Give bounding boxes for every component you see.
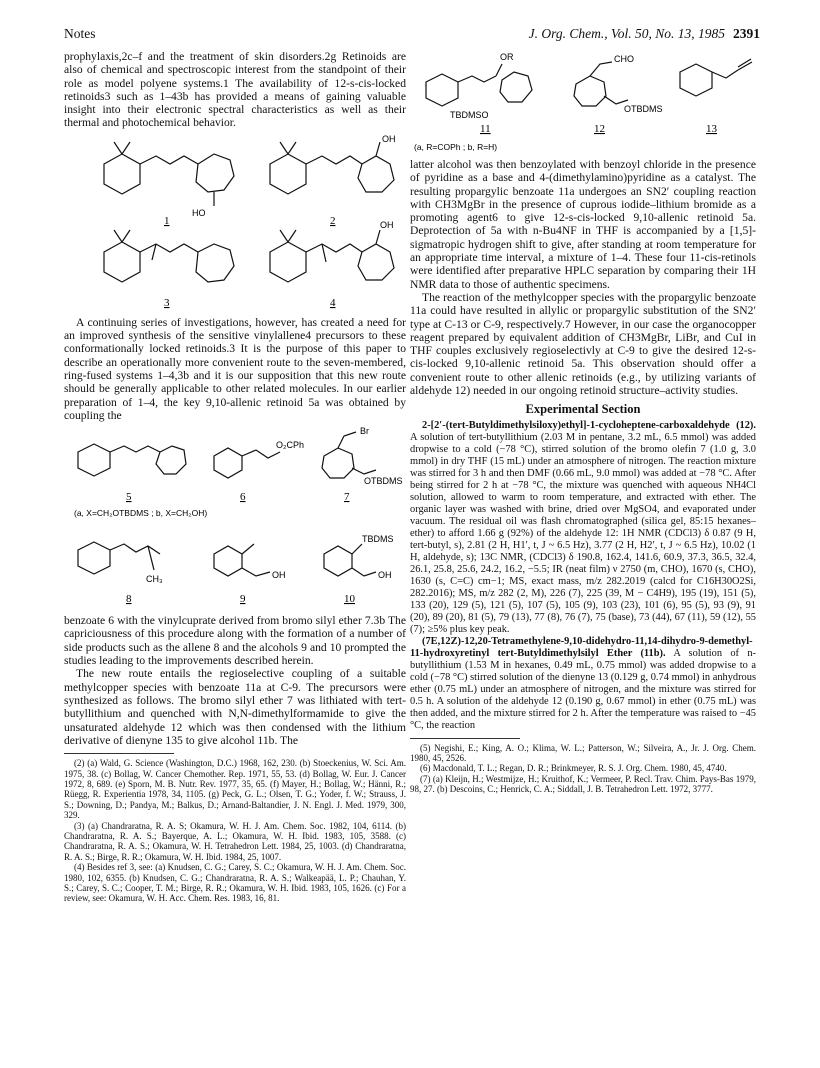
right-column [410, 50, 756, 795]
compound-number: 10 [344, 593, 355, 606]
compound-number: 9 [240, 593, 246, 606]
procedure-paragraph [410, 636, 756, 732]
paragraph: benzoate 6 with the vinylcuprate derived from bromo silyl ether 7.3b The capriciousness of this procedure along with the formation of a number of side products such as the allene 8 and the alcohols 9 and 10 prompted the studies leading to the improvements described herein. [64, 614, 406, 668]
footnotes [410, 743, 756, 795]
atom-label-oh: OH [378, 570, 392, 581]
footnote: (5) Negishi, E.; King, A. O.; Klima, W. L.; Patterson, W.; Silveira, A., Jr. J. Org. Chem. 1980, 45, 2526. [410, 742, 756, 764]
running-header-left: Notes [64, 26, 96, 41]
structure-figure-1-4 [64, 134, 406, 312]
group-label-ch3: CH₃ [146, 574, 163, 585]
journal-citation: J. Org. Chem., Vol. 50, No. 13, 1985 [528, 26, 725, 41]
footnote: (6) Macdonald, T. L.; Regan, D. R.; Brinkmeyer, R. S. J. Org. Chem. 1980, 45, 4740. [420, 763, 727, 774]
group-label-tbdmso: TBDMSO [450, 110, 489, 120]
compound-number: 5 [126, 491, 132, 504]
group-label-cho: CHO [614, 54, 634, 64]
procedure-paragraph [410, 420, 756, 636]
group-label-tbdms: TBDMS [362, 534, 394, 545]
procedure-body: A solution of n-butyllithium (1.53 M in hexanes, 0.49 mL, 0.75 mmol) was added dropwise to a cold (−78 °C) stirred solution of the dienyne 13 (0.129 g, 0.74 mmol) in anhydrous ether (0.75 mL) under an atmosphere of nitrogen, and the mixture was stirred for 0.5 h. A solution of the aldehyde 12 (0.190 g, 0.67 mmol) in ether (0.75 mL) was then added, and the mixture stirred for 2 h. After the temperature was raised to −45 °C, the reaction [410, 647, 756, 731]
procedure-body: A solution of tert-butyllithium (2.03 M in pentane, 3.2 mL, 6.5 mmol) was added dropwise to a cold (−78 °C), stirred solution of the bromo olefin 7 (1.0 g, 3.0 mmol) in dry THF (15 mL) under an atmosphere of nitrogen. The reaction mixture was stirred for 3 h and then DMF (0.66 mL, 9.0 mmol) was added at −78 °C. After being stirred for 2 h at −78 °C, the mixture was quenched with aqueous NH4Cl solution, allowed to warm to room temperature, and extracted with ether. The organic layer was washed with brine, dried over MgSO4, and evaporated under vacuum. The residual oil was flash chromatographed (silica gel, 85:15 hexanes–ether) to afford 1.66 g (92%) of the aldehyde 12: 1H NMR (CDCl3) δ 0.87 (9 H, tert-butyl, s), 2.81 (2 H, H1′, t, J ~ 6.5 Hz), 3.77 (2 H, H2′, t, J ~ 6.5 Hz), 10.02 (1 H, aldehyde, s); 13C NMR, (CDCl3) δ 190.8, 162.4, 141.6, 60.9, 37.3, 36.5, 32.4, 26.1, 25.8, 25.6, 24.2, 16.2, −5.5; IR (neat film) ν 2750 (m, CHO), 1670 (s, CHO), 1630 (s, C=C) cm−1; MS, exact mass, m/z 282.2019 (calcd for C16H30O2Si, 282.2016); MS, m/z 282 (2, M), 226 (7), 225 (39, M − C4H9), 195 (19), 151 (5), 133 (20), 129 (5), 121 (5), 107 (5), 105 (9), 103 (23), 101 (6), 95 (5), 93 (9), 91 (20), 89 (20), 81 (5), 79 (13), 77 (8), 76 (7), 75 (base), 73 (44), 67 (11), 59 (12), 55 (7); ≥5% plus key peak. [410, 431, 756, 635]
atom-label-oh: OH [382, 133, 396, 144]
compound-number: 13 [706, 123, 717, 135]
footnotes [64, 758, 406, 904]
paragraph: A continuing series of investigations, however, has created a need for an improved synthesis of the sensitive vinylallene4 precursors to these conformationally locked retinoids.3 It is the purpose of this paper to describe an operationally more convenient route to the seven-membered, ring-fused systems 1–4,3b and it is our supposition that this new route should be generally applicable to other related molecules. In our earlier preparation of 1–4, the key 9,10-allenic retinoid 5a was obtained by coupling the [64, 315, 406, 422]
compound-number: 6 [240, 491, 246, 504]
procedure-title: (7E,12Z)-12,20-Tetramethylene-9,10-didehydro-11,14-dihydro-9-demethyl-11-hydroxyretinyl tert-Butyldimethylsilyl Ether (11b). [410, 635, 753, 659]
group-label-o2cph: O₂CPh [276, 440, 305, 451]
figure-caption: (a, X=CH₂OTBDMS ; b, X=CH₂OH) [74, 508, 208, 519]
retinoid-structures-1-4 [64, 134, 406, 312]
atom-label-or: OR [500, 52, 514, 62]
running-header-right [529, 26, 760, 42]
structures-8-10 [64, 526, 406, 610]
structures-11-13 [410, 50, 756, 154]
structure-figure-8-10 [64, 526, 406, 610]
section-title: Experimental Section [525, 402, 641, 417]
footnote: (7) (a) Kleijn, H.; Westmijze, H.; Kruithof, K.; Vermeer, P. Recl. Trav. Chim. Pays-Bas 1979, 98, 27. (b) Descoins, C.; Henrick, C. A.; Siddall, J. B. Tetrahedron Lett. 1972, 3777. [410, 773, 756, 795]
atom-label-br: Br [360, 426, 369, 437]
paragraph: The reaction of the methylcopper species with the propargylic benzoate 11a could have resulted in allylic or propargylic substitution of the SN2′ type at C-13 or C-9, respectively.7 However, in our case the organocopper reagent prepared by equivalent addition of CH3MgBr, LiBr, and CuI in THF couples exclusively regioselectivly at C-9 to give the desired 12-s-cis-locked 9,10-allenic retinoid 5a. This observation should offer a convenient route to other allenic retinoids (e.g., by utilizing variants of aldehyde 12) needed in our ongoing retinoid structure–activity studies. [410, 290, 756, 398]
structures-5-7 [64, 426, 406, 522]
compound-number: 8 [126, 593, 132, 606]
footnote: (4) Besides ref 3, see: (a) Knudsen, C. G.; Carey, S. C.; Okamura, W. H. J. Am. Chem. Soc. 1980, 102, 6355. (b) Knudsen, C. G.; Chandraratna, R. A. S.; Walkeapää, L. P.; Chauhan, Y. S.; Carey, S. C.; Cooper, T. M.; Birge, R. R.; Okamura, W. H. Ibid. 1983, 105, 1626. (c) For a review, see: Okamura, W. H. Acc. Chem. Res. 1983, 16, 81. [64, 862, 406, 904]
compound-number: 11 [480, 123, 491, 135]
experimental-section [410, 420, 756, 732]
page-number: 2391 [733, 26, 760, 41]
structure-figure-5-7 [64, 426, 406, 522]
procedure-title: 2-[2′-(tert-Butyldimethylsiloxy)ethyl]-1-cycloheptene-carboxaldehyde (12). [422, 419, 756, 431]
footnote: (2) (a) Wald, G. Science (Washington, D.C.) 1968, 162, 230. (b) Stoeckenius, W. Sci. Am. 1975, 38. (c) Bollag, W. Cancer Chemother. Rep. 1971, 55, 53. (d) Bollag, W. Eur. J. Cancer 1972, 8, 689. (e) Sporn, M. B. Nutr. Rev. 1977, 35, 65. (f) Mayer, H.; Bollag, W.; Hänni, R.; Rüegg, R. Experientia 1978, 34, 1105. (g) Peck, G. L.; Olsen, T. G.; Yoder, f. W.; Strauss, J. S.; Downing, D.; Pandya, M.; Balkus, D.; Arnand-Baltandier, J. N. Engl. J. Med. 1979, 300, 329. [64, 758, 406, 821]
footnote-rule [410, 738, 520, 739]
footnote-rule [64, 753, 174, 754]
figure-caption: (a, R=COPh ; b, R=H) [414, 142, 498, 152]
atom-label-oh: OH [272, 570, 286, 581]
compound-number: 2 [330, 214, 336, 227]
left-column [64, 50, 406, 904]
atom-label-ho: HO [192, 207, 206, 218]
footnote: (3) (a) Chandraratna, R. A. S; Okamura, W. H. J. Am. Chem. Soc. 1982, 104, 6114. (b) Chandraratna, R. A. S.; Bayerque, A. L.; Okamura, W. H. Ibid. 1983, 105, 3588. (c) Chandraratna, R. A. S.; Okamura, W. H. Tetrahedron Lett. 1984, 25, 1003. (d) Chandraratna, R. A. S.; Birge, R. R.; Okamura, W. H. Ibid. 1984, 25, 1007. [64, 820, 406, 862]
atom-label-oh: OH [380, 219, 394, 230]
group-label-otbdms: OTBDMS [624, 104, 663, 114]
structure-figure-11-13 [410, 50, 756, 154]
paragraph: latter alcohol was then benzoylated with benzoyl chloride in the presence of pyridine as a base and 4-(dimethylamino)pyridine as a catalyst. The resulting propargylic benzoate 11a undergoes an SN2′ coupling reaction with CH3MgBr in the presence of cuprous iodide–lithium bromide as a promoting agent6 to give 12-s-cis-locked 9,10-allenic retinoid 5a. Deprotection of 5a with n-Bu4NF in THF is accompanied by a [1,5]-sigmatropic hydrogen shift to give, after standing at room temperature for an appropriate time interval, a mixture of 1–4. These four 11-cis-retinols were identified after preparative HPLC separation by comparing their 1H NMR data to those of authentic specimens. [410, 158, 756, 291]
paragraph: prophylaxis,2c–f and the treatment of skin disorders.2g Retinoids are also of chemical and spectroscopic interest from the standpoint of their role as model polyene systems.1 The availability of 12-s-cis-locked retinoids3 such as 1–43b has provided a means of gaining valuable insight into their electronic spectral characteristics as well as their thermal and photochemical behavior. [64, 50, 406, 130]
paragraph: The new route entails the regioselective coupling of a suitable methylcopper species with benzoate 11a at C-9. The precursors were synthesized as follows. The bromo silyl ether 7 was lithiated with tert-butyllithium and quenched with N,N-dimethylformamide to give the unsaturated aldehyde 12 which was then condensed with the lithium derivative of dienyne 135 to give alcohol 11b. The [64, 667, 406, 747]
compound-number: 4 [330, 296, 336, 309]
compound-number: 3 [164, 296, 170, 309]
group-label-otbdms: OTBDMS [364, 476, 403, 487]
compound-number: 7 [344, 491, 350, 504]
compound-number: 1 [164, 214, 170, 227]
compound-number: 12 [594, 123, 605, 135]
